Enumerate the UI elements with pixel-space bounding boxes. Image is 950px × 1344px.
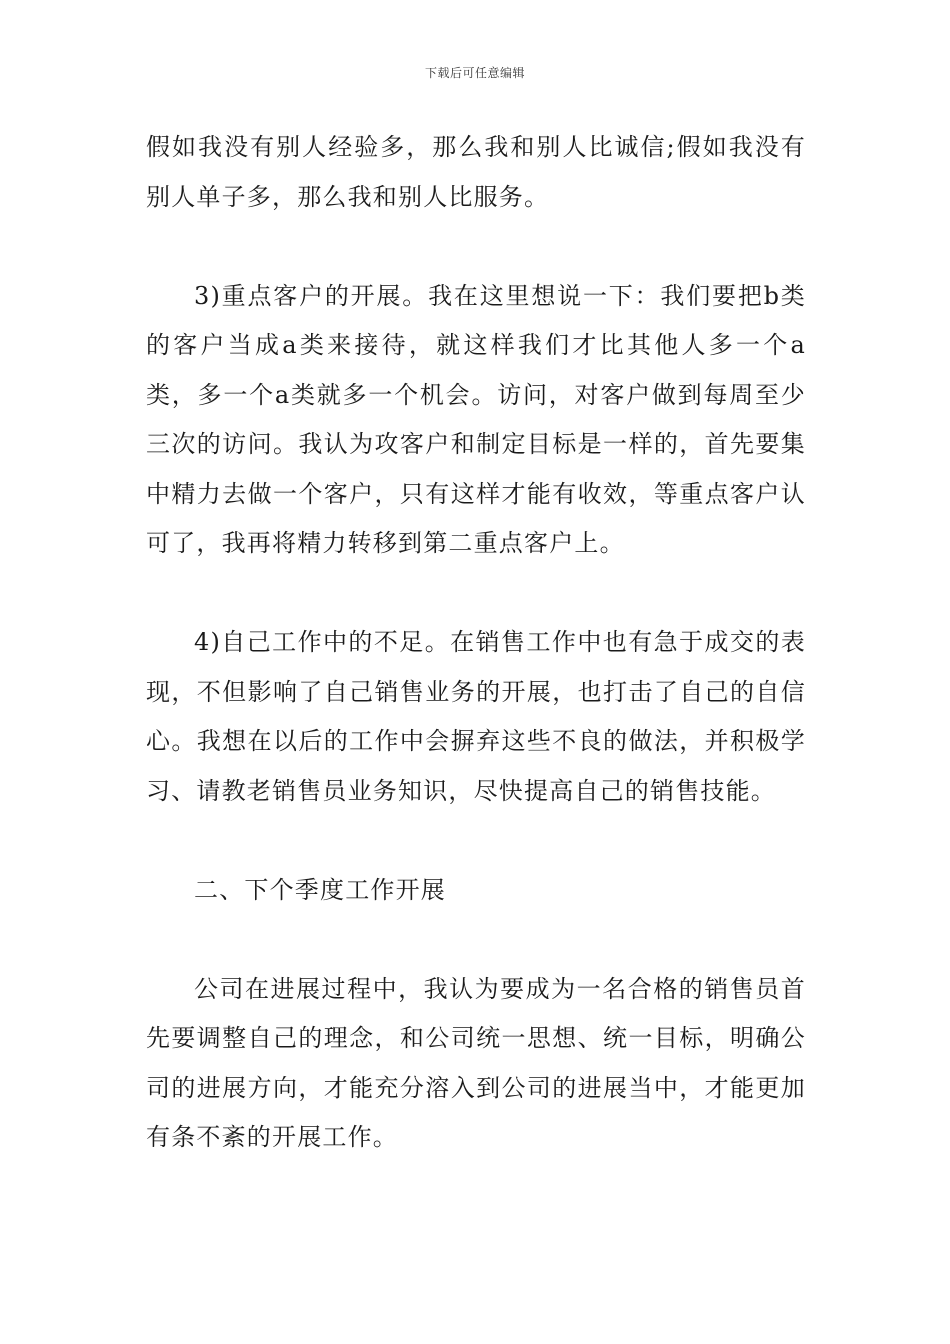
paragraph-spacer: [146, 569, 806, 619]
paragraph-spacer: [146, 915, 806, 965]
section-heading: 二、下个季度工作开展: [194, 875, 446, 904]
paragraph-shortcomings: 4)自己工作中的不足。在销售工作中也有急于成交的表现，不但影响了自己销售业务的开展，也打击了自己的自信心。我想在以后的工作中会摒弃这些不良的做法，并积极学习、请教老销售员业务知识，尽快提高自己的销售技能。: [146, 628, 806, 805]
paragraph-key-clients: 3)重点客户的开展。我在这里想说一下：我们要把b类的客户当成a类来接待，就这样我们才比其他人多一个a类，多一个a类就多一个机会。访问，对客户做到每周至少三次的访问。我认为攻客户和制定目标是一样的，首先要集中精力去做一个客户，只有这样才能有收效，等重点客户认可了，我再将精力转移到第二重点客户上。: [146, 281, 806, 557]
paragraph-continuation: 假如我没有别人经验多，那么我和别人比诚信;假如我没有别人单子多，那么我和别人比服务。: [146, 133, 806, 211]
paragraph-spacer: [146, 816, 806, 866]
paragraph-spacer: [146, 222, 806, 272]
paragraph-next-quarter: 公司在进展过程中，我认为要成为一名合格的销售员首先要调整自己的理念，和公司统一思想、统一目标，明确公司的进展方向，才能充分溶入到公司的进展当中，才能更加有条不紊的开展工作。: [146, 974, 806, 1151]
page-header: 下载后可任意编辑: [424, 66, 525, 80]
document-body: [146, 123, 806, 1163]
